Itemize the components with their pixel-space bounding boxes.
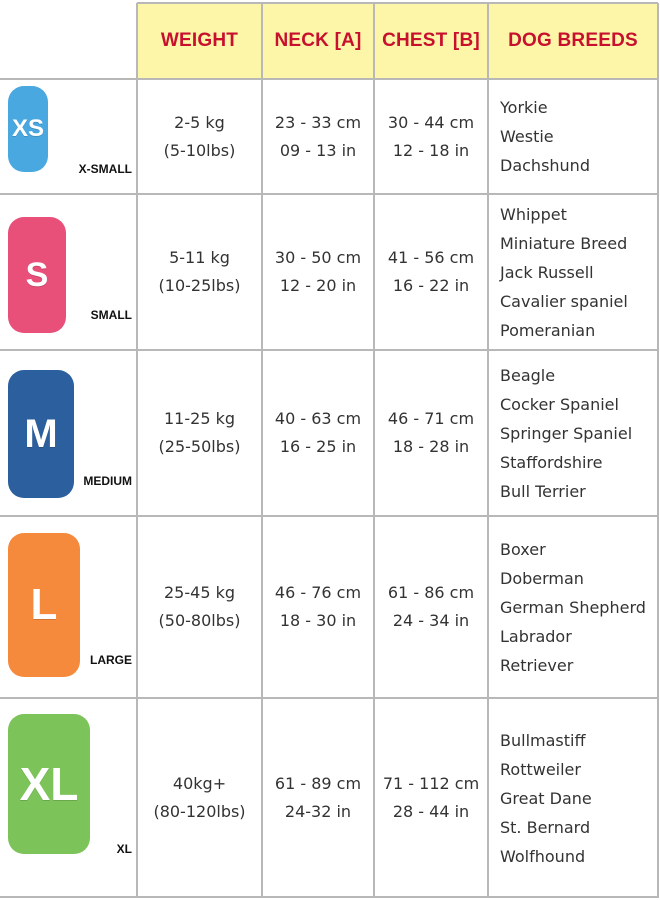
- breed-item: Yorkie: [500, 98, 548, 117]
- cell-weight: [137, 194, 262, 350]
- cell-line: 18 - 30 in: [279, 611, 357, 630]
- breed-item: Doberman: [500, 568, 584, 588]
- size-name: X-SMALL: [78, 162, 132, 176]
- breed-item: Whippet: [500, 204, 567, 224]
- cell-line: 41 - 56 cm: [387, 248, 475, 267]
- cell-chest: [374, 194, 488, 350]
- cell-chest: [374, 350, 488, 516]
- breed-item: Rottweiler: [500, 759, 581, 779]
- breed-item: Retriever: [500, 655, 574, 675]
- cell-breeds: [500, 698, 592, 898]
- cell-weight: [137, 698, 262, 898]
- cell-line: 2-5 kg: [174, 112, 225, 132]
- cell-weight: [137, 516, 262, 698]
- cell-line: 16 - 25 in: [279, 437, 357, 456]
- size-badge: [8, 217, 66, 333]
- cell-line: 25-45 kg: [164, 583, 235, 602]
- breed-item: Beagle: [500, 365, 556, 385]
- breed-item: Cavalier spaniel: [500, 291, 628, 311]
- cell-line: 12 - 20 in: [279, 276, 357, 295]
- cell-breeds: [500, 194, 628, 350]
- breed-item: Cocker Spaniel: [500, 394, 619, 414]
- cell-breeds: [500, 79, 590, 194]
- cell-line: (5-10lbs): [163, 140, 236, 160]
- size-badge-label: L: [30, 580, 58, 629]
- cell-line: 40kg+: [172, 774, 227, 793]
- breed-item: St. Bernard: [500, 817, 591, 837]
- cell-weight: [137, 79, 262, 194]
- cell-neck: [262, 194, 374, 350]
- header-neck: NECK [A]: [274, 30, 362, 51]
- size-badge-label: XL: [19, 758, 79, 810]
- size-name: SMALL: [90, 308, 132, 322]
- breed-item: Pomeranian: [500, 320, 596, 340]
- cell-line: 23 - 33 cm: [274, 112, 362, 132]
- breed-item: Westie: [500, 127, 554, 146]
- cell-line: 24-32 in: [284, 802, 352, 821]
- cell-breeds: [500, 350, 632, 516]
- cell-weight: [137, 350, 262, 516]
- cell-line: 09 - 13 in: [279, 140, 357, 160]
- cell-line: 18 - 28 in: [392, 437, 470, 456]
- size-name: MEDIUM: [83, 474, 132, 488]
- breed-item: Staffordshire: [500, 452, 603, 472]
- size-name: LARGE: [90, 653, 132, 667]
- breed-item: Wolfhound: [500, 846, 586, 866]
- breed-item: Dachshund: [500, 156, 590, 175]
- cell-line: 24 - 34 in: [392, 611, 470, 630]
- breed-item: Great Dane: [500, 788, 592, 808]
- size-name: XL: [116, 842, 132, 856]
- grid-hline: [137, 2, 658, 4]
- cell-line: 30 - 50 cm: [274, 248, 362, 267]
- breed-item: Boxer: [500, 539, 546, 559]
- cell-line: 28 - 44 in: [392, 802, 470, 821]
- breed-item: Jack Russell: [500, 262, 594, 282]
- size-badge: [8, 86, 48, 172]
- cell-line: 12 - 18 in: [392, 140, 470, 160]
- cell-line: 46 - 76 cm: [274, 583, 362, 602]
- cell-chest: [374, 516, 488, 698]
- size-badge-label: M: [24, 411, 58, 456]
- breed-item: Labrador: [500, 626, 572, 646]
- cell-breeds: [500, 516, 646, 698]
- cell-line: 71 - 112 cm: [382, 774, 480, 793]
- cell-line: 46 - 71 cm: [387, 409, 475, 428]
- cell-line: (80-120lbs): [153, 802, 246, 821]
- grid-vline: [657, 3, 659, 898]
- cell-line: 30 - 44 cm: [387, 112, 475, 132]
- header-breeds: DOG BREEDS: [508, 30, 638, 51]
- cell-neck: [262, 698, 374, 898]
- breed-item: Springer Spaniel: [500, 423, 633, 443]
- cell-chest: [374, 79, 488, 194]
- cell-chest: [374, 698, 488, 898]
- breed-item: Bull Terrier: [500, 481, 586, 501]
- breed-item: Bullmastiff: [500, 730, 586, 750]
- cell-neck: [262, 516, 374, 698]
- cell-neck: [262, 350, 374, 516]
- cell-line: (10-25lbs): [158, 276, 241, 295]
- cell-line: 61 - 86 cm: [387, 583, 475, 602]
- size-badge-label: S: [25, 255, 49, 294]
- breed-item: German Shepherd: [500, 597, 646, 617]
- cell-line: 16 - 22 in: [392, 276, 470, 295]
- breed-item: Miniature Breed: [500, 233, 628, 253]
- cell-neck: [262, 79, 374, 194]
- header-chest: CHEST [B]: [382, 30, 480, 51]
- size-badge-label: XS: [11, 115, 44, 142]
- header-weight: WEIGHT: [160, 30, 239, 51]
- size-badge: [8, 714, 90, 854]
- cell-line: 5-11 kg: [169, 248, 230, 267]
- cell-line: 11-25 kg: [164, 409, 235, 428]
- cell-line: (50-80lbs): [158, 611, 241, 630]
- cell-line: 61 - 89 cm: [274, 774, 362, 793]
- cell-line: (25-50lbs): [158, 437, 241, 456]
- cell-line: 40 - 63 cm: [274, 409, 362, 428]
